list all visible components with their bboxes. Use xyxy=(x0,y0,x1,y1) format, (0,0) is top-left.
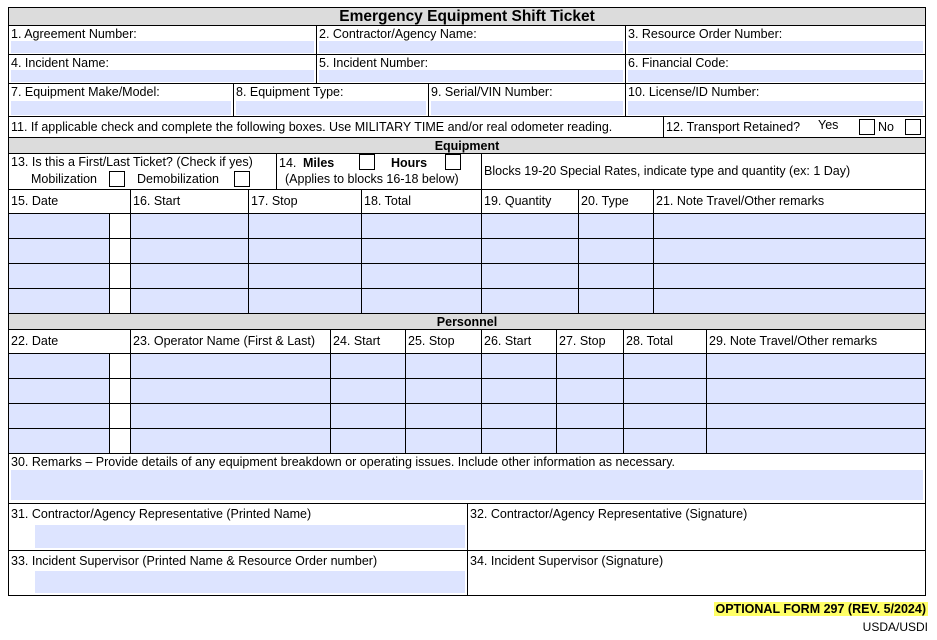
incident-supervisor-signature-field[interactable] xyxy=(467,551,925,595)
personnel-stop-2-input[interactable] xyxy=(556,404,623,428)
equipment-date-input[interactable] xyxy=(9,214,109,238)
personnel-stop-input[interactable] xyxy=(405,404,481,428)
demobilization-checkbox[interactable] xyxy=(234,171,250,187)
personnel-total-input[interactable] xyxy=(623,354,706,378)
transport-retained-no-checkbox[interactable] xyxy=(905,119,921,135)
personnel-start-2-input[interactable] xyxy=(481,404,556,428)
personnel-date-input[interactable] xyxy=(9,429,109,453)
equipment-quantity-input[interactable] xyxy=(481,239,578,263)
incident-name-field[interactable] xyxy=(9,55,316,83)
contractor-agency-name-input[interactable] xyxy=(319,41,623,53)
personnel-total-input[interactable] xyxy=(623,429,706,453)
col-type: 20. Type xyxy=(581,194,629,208)
col-stop-2: 27. Stop xyxy=(559,334,606,348)
equipment-start-input[interactable] xyxy=(130,214,248,238)
incident-name-input[interactable] xyxy=(11,70,314,82)
equipment-date-spacer xyxy=(109,289,130,313)
hours-label: Hours xyxy=(391,156,428,170)
personnel-remarks-input[interactable] xyxy=(706,404,925,428)
personnel-date-input[interactable] xyxy=(9,354,109,378)
no-label: No xyxy=(878,120,894,134)
personnel-remarks-input[interactable] xyxy=(706,379,925,403)
equipment-make-model-input[interactable] xyxy=(11,101,231,115)
resource-order-number-input[interactable] xyxy=(628,41,923,53)
col-operator-name: 23. Operator Name (First & Last) xyxy=(133,334,316,348)
equipment-type-label: 8. Equipment Type: xyxy=(236,85,344,99)
personnel-stop-2-input[interactable] xyxy=(556,354,623,378)
contractor-rep-signature-label: 32. Contractor/Agency Representative (Signature) xyxy=(470,507,748,521)
military-time-instructions-text: 11. If applicable check and complete the following boxes. Use MILITARY TIME and/or real odometer reading. xyxy=(11,120,613,134)
operator-name-input[interactable] xyxy=(130,354,330,378)
personnel-stop-input[interactable] xyxy=(405,354,481,378)
equipment-remarks-input[interactable] xyxy=(653,239,925,263)
first-last-ticket-label: 13. Is this a First/Last Ticket? (Check if yes) xyxy=(11,155,253,169)
personnel-start-input[interactable] xyxy=(330,429,405,453)
incident-supervisor-name-field[interactable] xyxy=(9,551,467,595)
equipment-start-input[interactable] xyxy=(130,264,248,288)
personnel-stop-input[interactable] xyxy=(405,379,481,403)
col-date: 22. Date xyxy=(11,334,59,348)
equipment-quantity-input[interactable] xyxy=(481,264,578,288)
equipment-total-input[interactable] xyxy=(361,214,481,238)
equipment-date-spacer xyxy=(109,214,130,238)
equipment-type-input-row[interactable] xyxy=(578,264,653,288)
equipment-date-input[interactable] xyxy=(9,239,109,263)
equipment-stop-input[interactable] xyxy=(248,214,361,238)
equipment-remarks-input[interactable] xyxy=(653,289,925,313)
personnel-date-spacer xyxy=(109,379,130,403)
form-title-bar xyxy=(9,8,925,25)
col-quantity: 19. Quantity xyxy=(484,194,552,208)
operator-name-input[interactable] xyxy=(130,404,330,428)
equipment-stop-input[interactable] xyxy=(248,239,361,263)
equipment-section-title: Equipment xyxy=(434,138,500,153)
equipment-start-input[interactable] xyxy=(130,239,248,263)
equipment-total-input[interactable] xyxy=(361,239,481,263)
personnel-date-input[interactable] xyxy=(9,379,109,403)
incident-number-field[interactable] xyxy=(316,55,625,83)
equipment-table-header xyxy=(9,189,925,213)
personnel-remarks-input[interactable] xyxy=(706,429,925,453)
license-id-number-input[interactable] xyxy=(628,101,923,115)
personnel-start-2-input[interactable] xyxy=(481,379,556,403)
personnel-stop-input[interactable] xyxy=(405,429,481,453)
personnel-date-input[interactable] xyxy=(9,404,109,428)
transport-retained-label: 12. Transport Retained? xyxy=(666,120,801,134)
personnel-total-input[interactable] xyxy=(623,404,706,428)
serial-vin-number-input[interactable] xyxy=(431,101,623,115)
incident-supervisor-name-input[interactable] xyxy=(35,571,465,593)
equipment-start-input[interactable] xyxy=(130,289,248,313)
equipment-date-spacer xyxy=(109,239,130,263)
equipment-date-input[interactable] xyxy=(9,264,109,288)
col-start: 16. Start xyxy=(133,194,181,208)
operator-name-input[interactable] xyxy=(130,379,330,403)
agreement-number-label: 1. Agreement Number: xyxy=(11,27,137,41)
operator-name-input[interactable] xyxy=(130,429,330,453)
incident-number-label: 5. Incident Number: xyxy=(319,56,429,70)
mobilization-label: Mobilization xyxy=(31,172,98,186)
agency-label: USDA/USDI xyxy=(862,620,928,634)
incident-name-label: 4. Incident Name: xyxy=(11,56,109,70)
col-remarks: 29. Note Travel/Other remarks xyxy=(709,334,878,348)
contractor-agency-name-field[interactable] xyxy=(316,26,625,54)
personnel-remarks-input[interactable] xyxy=(706,354,925,378)
incident-supervisor-signature-label: 34. Incident Supervisor (Signature) xyxy=(470,554,664,568)
form-number: OPTIONAL FORM 297 (REV. 5/2024) xyxy=(715,602,926,616)
financial-code-label: 6. Financial Code: xyxy=(628,56,729,70)
equipment-type-field[interactable] xyxy=(233,84,428,116)
incident-number-input[interactable] xyxy=(319,70,623,82)
equipment-make-model-field[interactable] xyxy=(9,84,233,116)
block-14-note: (Applies to blocks 16-18 below) xyxy=(285,172,459,186)
equipment-row xyxy=(9,288,925,313)
transport-retained-yes-checkbox[interactable] xyxy=(859,119,875,135)
col-remarks: 21. Note Travel/Other remarks xyxy=(656,194,825,208)
personnel-stop-2-input[interactable] xyxy=(556,379,623,403)
contractor-rep-name-field[interactable] xyxy=(9,504,467,550)
equipment-remarks-input[interactable] xyxy=(653,264,925,288)
equipment-stop-input[interactable] xyxy=(248,289,361,313)
equipment-row xyxy=(9,238,925,263)
personnel-date-spacer xyxy=(109,404,130,428)
equipment-quantity-input[interactable] xyxy=(481,289,578,313)
shift-ticket-form xyxy=(8,7,926,596)
agreement-number-field[interactable] xyxy=(9,26,316,54)
financial-code-field[interactable] xyxy=(625,55,925,83)
personnel-date-spacer xyxy=(109,429,130,453)
equipment-date-input[interactable] xyxy=(9,289,109,313)
personnel-start-2-input[interactable] xyxy=(481,354,556,378)
equipment-type-input-row[interactable] xyxy=(578,239,653,263)
license-id-number-label: 10. License/ID Number: xyxy=(628,85,760,99)
equipment-row xyxy=(9,263,925,288)
personnel-start-2-input[interactable] xyxy=(481,429,556,453)
col-stop: 25. Stop xyxy=(408,334,455,348)
personnel-section-title: Personnel xyxy=(436,314,498,329)
demobilization-label: Demobilization xyxy=(137,172,219,186)
contractor-rep-signature-field[interactable] xyxy=(467,504,925,550)
miles-checkbox[interactable] xyxy=(359,154,375,170)
resource-order-number-field[interactable] xyxy=(625,26,925,54)
equipment-type-input-row[interactable] xyxy=(578,289,653,313)
personnel-table-header xyxy=(9,329,925,353)
yes-label: Yes xyxy=(818,118,839,132)
col-start: 24. Start xyxy=(333,334,381,348)
serial-vin-number-label: 9. Serial/VIN Number: xyxy=(431,85,553,99)
equipment-total-input[interactable] xyxy=(361,264,481,288)
agreement-number-input[interactable] xyxy=(11,41,314,53)
special-rates-text: Blocks 19-20 Special Rates, indicate type and quantity (ex: 1 Day) xyxy=(484,164,851,178)
personnel-start-input[interactable] xyxy=(330,404,405,428)
personnel-row xyxy=(9,428,925,453)
contractor-agency-name-label: 2. Contractor/Agency Name: xyxy=(319,27,477,41)
personnel-total-input[interactable] xyxy=(623,379,706,403)
equipment-row xyxy=(9,213,925,238)
form-title: Emergency Equipment Shift Ticket xyxy=(339,8,595,25)
personnel-row xyxy=(9,353,925,378)
financial-code-input[interactable] xyxy=(628,70,923,82)
remarks-input[interactable] xyxy=(11,470,923,500)
personnel-section-header xyxy=(9,313,925,329)
remarks-field[interactable] xyxy=(9,454,925,503)
special-rates-field xyxy=(481,154,925,189)
equipment-section-header xyxy=(9,137,925,153)
col-total: 18. Total xyxy=(364,194,412,208)
col-total: 28. Total xyxy=(626,334,674,348)
personnel-start-input[interactable] xyxy=(330,354,405,378)
personnel-date-spacer xyxy=(109,354,130,378)
mobilization-checkbox[interactable] xyxy=(109,171,125,187)
equipment-type-input[interactable] xyxy=(236,101,426,115)
hours-checkbox[interactable] xyxy=(445,154,461,170)
equipment-remarks-input[interactable] xyxy=(653,214,925,238)
incident-supervisor-name-label: 33. Incident Supervisor (Printed Name & Resource Order number) xyxy=(11,554,378,568)
miles-label: Miles xyxy=(303,156,335,170)
first-last-ticket-field xyxy=(9,154,276,189)
personnel-stop-2-input[interactable] xyxy=(556,429,623,453)
military-time-instructions xyxy=(9,117,663,137)
miles-hours-field xyxy=(276,154,481,189)
col-date: 15. Date xyxy=(11,194,59,208)
col-stop: 17. Stop xyxy=(251,194,298,208)
equipment-quantity-input[interactable] xyxy=(481,214,578,238)
license-id-number-field[interactable] xyxy=(625,84,925,116)
contractor-rep-name-label: 31. Contractor/Agency Representative (Printed Name) xyxy=(11,507,312,521)
transport-retained-field xyxy=(663,117,925,137)
resource-order-number-label: 3. Resource Order Number: xyxy=(628,27,783,41)
serial-vin-number-field[interactable] xyxy=(428,84,625,116)
personnel-start-input[interactable] xyxy=(330,379,405,403)
col-start-2: 26. Start xyxy=(484,334,532,348)
equipment-make-model-label: 7. Equipment Make/Model: xyxy=(11,85,160,99)
personnel-row xyxy=(9,403,925,428)
personnel-row xyxy=(9,378,925,403)
remarks-label: 30. Remarks – Provide details of any equipment breakdown or operating issues. Include other information as necessary. xyxy=(11,455,676,469)
equipment-date-spacer xyxy=(109,264,130,288)
equipment-total-input[interactable] xyxy=(361,289,481,313)
contractor-rep-name-input[interactable] xyxy=(35,525,465,548)
block-14-number: 14. xyxy=(279,156,297,170)
equipment-type-input-row[interactable] xyxy=(578,214,653,238)
equipment-stop-input[interactable] xyxy=(248,264,361,288)
